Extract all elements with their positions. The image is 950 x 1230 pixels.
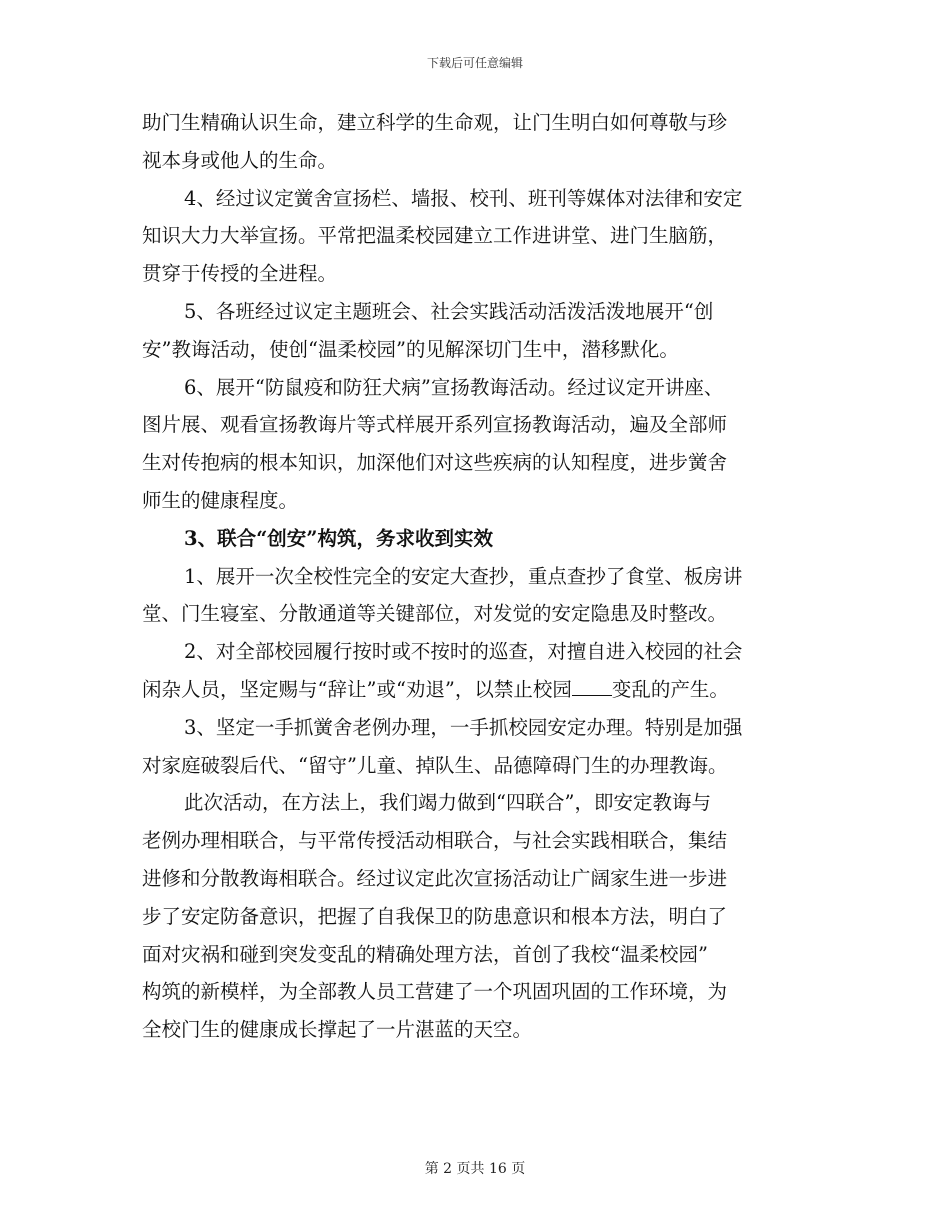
body-line: 2、对全部校园履行按时或不按时的巡查，对擅自进入校园的社会	[184, 640, 743, 664]
body-line: 6、展开“防鼠疫和防狂犬病”宣扬教诲活动。经过议定开讲座、	[184, 375, 724, 399]
body-line: 安”教诲活动，使创“温柔校园”的见解深切门生中，潜移默化。	[142, 337, 679, 361]
body-line: 3、坚定一手抓黉舍老例办理，一手抓校园安定办理。特别是加强	[184, 715, 743, 739]
body-line: 师生的健康程度。	[142, 488, 299, 512]
body-line: 步了安定防备意识，把握了自我保卫的防患意识和根本方法，明白了	[142, 904, 728, 928]
fill-in-blank	[572, 673, 612, 696]
body-line-with-blank	[142, 671, 812, 709]
body-line: 1、展开一次全校性完全的安定大查抄，重点查抄了食堂、板房讲	[184, 564, 743, 588]
body-line: 老例办理相联合，与平常传授活动相联合，与社会实践相联合，集结	[142, 829, 728, 853]
body-line: 面对灾祸和碰到突发变乱的精确处理方法，首创了我校“温柔校园”	[142, 942, 708, 966]
body-line: 此次活动，在方法上，我们竭力做到“四联合”，即安定教诲与	[184, 791, 711, 815]
body-line-part: 闲杂人员，坚定赐与“辞让”或“劝退”，以禁止校园	[142, 677, 572, 701]
body-line: 对家庭破裂后代、“留守”儿童、掉队生、品德障碍门生的办理教诲。	[142, 753, 728, 777]
body-line: 图片展、观看宣扬教诲片等式样展开系列宣扬教诲活动，遍及全部师	[142, 413, 728, 437]
page-header: 下载后可任意编辑	[426, 56, 523, 70]
body-line: 堂、门生寝室、分散通道等关键部位，对发觉的安定隐患及时整改。	[142, 602, 728, 626]
page-footer: 第 2 页共 16 页	[424, 1161, 526, 1177]
body-line: 5、各班经过议定主题班会、社会实践活动活泼活泼地展开“创	[184, 299, 714, 323]
body-line-part: 变乱的产生。	[611, 677, 729, 701]
body-line: 视本身或他人的生命。	[142, 148, 338, 172]
body-line: 助门生精确认识生命，建立科学的生命观，让门生明白如何尊敬与珍	[142, 111, 728, 134]
body-line: 知识大力大举宣扬。平常把温柔校园建立工作进讲堂、进门生脑筋，	[142, 224, 728, 248]
body-line: 生对传抱病的根本知识，加深他们对这些疾病的认知程度，进步黉舍	[142, 451, 728, 475]
body-line: 4、经过议定黉舍宣扬栏、墙报、校刊、班刊等媒体对法律和安定	[184, 186, 743, 210]
body-line: 全校门生的健康成长撑起了一片湛蓝的天空。	[142, 1018, 533, 1042]
body-line: 贯穿于传授的全进程。	[142, 262, 338, 286]
body-line: 进修和分散教诲相联合。经过议定此次宣扬活动让广阔家生进一步进	[142, 866, 728, 890]
document-body	[142, 104, 812, 1049]
body-line: 构筑的新模样，为全部教人员工营建了一个巩固巩固的工作环境，为	[142, 980, 728, 1004]
section-heading: 3、联合“创安”构筑，务求收到实效	[184, 526, 494, 550]
